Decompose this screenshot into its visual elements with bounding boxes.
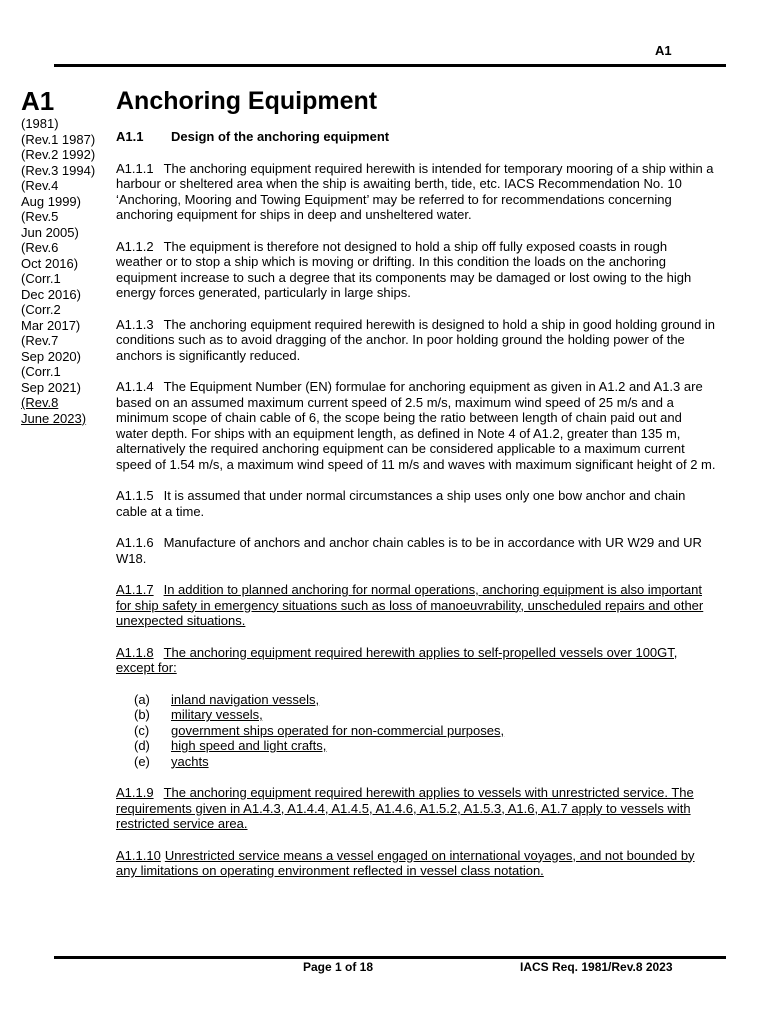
revision-line: (Rev.1 1987) [21, 131, 96, 147]
paragraph-text: Manufacture of anchors and anchor chain cables is to be in accordance with UR W29 and UR W18. [116, 535, 702, 566]
revision-line: (Rev.6 [21, 240, 59, 255]
revision-line: (Corr.1 [21, 364, 61, 379]
revision-line: (Rev.5 [21, 209, 59, 224]
list-marker: (e) [134, 753, 150, 769]
requirement-code: A1 [21, 86, 55, 116]
header-rule [54, 64, 726, 67]
footer-rule [54, 956, 726, 959]
list-marker: (d) [134, 738, 150, 753]
section-number: A1.1 [116, 129, 144, 144]
revision-line: Dec 2016) [21, 286, 81, 302]
paragraph-number: A1.1.9 [116, 785, 154, 800]
list-marker: (b) [134, 707, 150, 722]
list-item-text: yachts [171, 753, 209, 769]
paragraph-a1-1-3 [116, 317, 716, 364]
list-item [134, 754, 716, 770]
section-heading [116, 129, 716, 145]
paragraph-number: A1.1.8 [116, 644, 154, 660]
revision-line: (Corr.2 [21, 302, 61, 317]
paragraph-number: A1.1.7 [116, 582, 154, 597]
paragraph-a1-1-10 [116, 848, 716, 879]
list-marker: (a) [134, 691, 150, 707]
list-item-text: high speed and light crafts, [171, 738, 327, 753]
revision-line: (Rev.2 1992) [21, 147, 96, 162]
paragraph-text: The anchoring equipment required herewith applies to self-propelled vessels over 100GT, except for: [116, 644, 678, 675]
page-number: Page 1 of 18 [303, 960, 374, 974]
paragraph-a1-1-5 [116, 488, 716, 519]
paragraph-number: A1.1.1 [116, 160, 154, 176]
paragraph-number: A1.1.4 [116, 379, 154, 394]
revision-line: Mar 2017) [21, 317, 81, 333]
list-item [134, 692, 716, 708]
list-item [134, 738, 716, 754]
paragraph-text: The anchoring equipment required herewith applies to vessels with unrestricted service. The requirements given in A1.4.3, A1.4.4, A1.4.5, A1.4.6, A1.5.2, A1.5.3, A1.6, A1.7 apply to vessels with restricted service area. [116, 785, 694, 831]
document-reference: IACS Req. 1981/Rev.8 2023 [520, 960, 673, 974]
section-title: Design of the anchoring equipment [171, 129, 390, 144]
revision-line: Sep 2020) [21, 348, 81, 364]
paragraph-a1-1-2 [116, 239, 716, 301]
paragraph-number: A1.1.5 [116, 488, 154, 503]
main-content [116, 86, 716, 879]
paragraph-number: A1.1.3 [116, 316, 154, 332]
revision-line: (Rev.3 1994) [21, 162, 96, 178]
revision-line: Sep 2021) [21, 379, 81, 395]
revision-line-current: June 2023) [21, 410, 87, 426]
revision-line: Jun 2005) [21, 224, 79, 240]
revision-line: (Corr.1 [21, 271, 61, 286]
paragraph-a1-1-8 [116, 645, 716, 676]
revision-line: (Rev.4 [21, 178, 59, 193]
list-item [134, 723, 716, 739]
paragraph-number: A1.1.6 [116, 535, 154, 550]
list-item [134, 707, 716, 723]
paragraph-text: The anchoring equipment required herewith is designed to hold a ship in good holding ground in conditions such as to avoid dragging of the anchor. In poor holding ground the holding power of the anchors is significantly reduced. [116, 316, 716, 363]
paragraph-text: The equipment is therefore not designed to hold a ship off fully exposed coasts in rough weather or to stop a ship which is moving or drifting. In this condition the loads on the anchoring equipment increase to such a degree that its components may be damaged or lost owing to the high energy forces generated, particularly in large ships. [116, 238, 692, 300]
paragraph-number: A1.1.10 [116, 847, 161, 863]
paragraph-a1-1-9 [116, 785, 716, 832]
list-item-text: inland navigation vessels, [171, 691, 320, 707]
page-title: Anchoring Equipment [116, 87, 378, 115]
exceptions-list [116, 692, 716, 770]
list-item-text: government ships operated for non-commercial purposes, [171, 722, 505, 738]
header-code: A1 [655, 43, 672, 58]
paragraph-a1-1-6 [116, 535, 716, 566]
paragraph-text: The Equipment Number (EN) formulae for anchoring equipment as given in A1.2 and A1.3 are based on an assumed maximum current speed of 2.5 m/s, maximum wind speed of 25 m/s and a minimum scope of chain cable of 6, the scope being the ratio between length of chain paid out and water depth. For ships with an equipment length, as defined in Note 4 of A1.2, greater than 135 m, alternatively the required anchoring equipment can be considered applicable to a maximum current speed of 1.54 m/s, a maximum wind speed of 11 m/s and waves with maximum significant height of 2 m. [116, 379, 716, 472]
revision-line: (Rev.7 [21, 333, 59, 348]
paragraph-text: Unrestricted service means a vessel engaged on international voyages, and not bounded by any limitations on operating environment reflected in vessel class notation. [116, 847, 695, 878]
revision-line: Oct 2016) [21, 255, 79, 271]
paragraph-a1-1-7 [116, 582, 716, 629]
paragraph-a1-1-4 [116, 379, 716, 472]
revision-history [21, 116, 113, 426]
paragraph-text: The anchoring equipment required herewith is intended for temporary mooring of a ship within a harbour or sheltered area when the ship is awaiting berth, tide, etc. IACS Recommendation No. 10 ‘Anchoring, Mooring and Towing Equipment’ may be referred to for recommendations concerning anchoring equipment for ships in deep and unsheltered water. [116, 160, 714, 222]
revision-line: Aug 1999) [21, 193, 81, 209]
paragraph-a1-1-1 [116, 161, 716, 223]
revision-line: (1981) [21, 116, 59, 131]
revision-line-current: (Rev.8 [21, 395, 59, 410]
paragraph-number: A1.1.2 [116, 238, 154, 254]
list-item-text: military vessels, [171, 707, 263, 722]
paragraph-text: In addition to planned anchoring for normal operations, anchoring equipment is also important for ship safety in emergency situations such as loss of manoeuvrability, unscheduled repairs and other unexpected situations. [116, 582, 704, 628]
paragraph-text: It is assumed that under normal circumstances a ship uses only one bow anchor and chain cable at a time. [116, 488, 686, 519]
list-marker: (c) [134, 722, 150, 738]
